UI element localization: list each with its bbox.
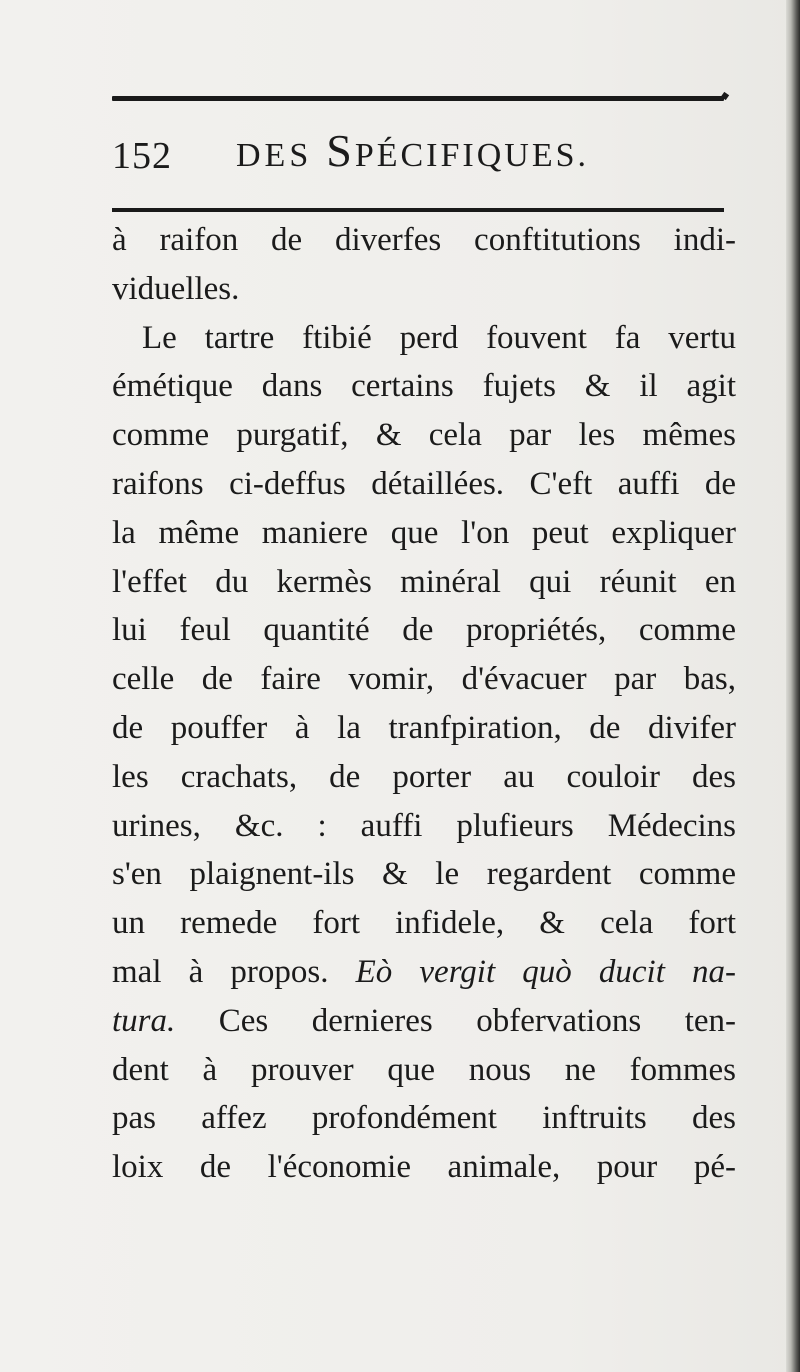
- page-number: 152: [112, 135, 172, 177]
- text-line-12: les crachats, de porter au couloir des: [112, 758, 736, 795]
- text-line-19: pas affez profondément inftruits des: [112, 1100, 736, 1137]
- text-line-8: l'effet du kermès minéral qui réunit en: [112, 563, 736, 600]
- text-line-9: lui feul quantité de propriétés, comme: [112, 612, 736, 649]
- text-line-7: la même maniere que l'on peut expliquer: [112, 514, 736, 551]
- text-line-2: viduelles.: [112, 270, 240, 307]
- text-line-13: urines, &c. : auffi plufieurs Médecins: [112, 807, 736, 844]
- header-rule-top: [112, 96, 724, 101]
- running-head: [236, 124, 589, 177]
- header-rule-bottom: [112, 208, 724, 212]
- text-line-11: de pouffer à la tranfpiration, de divifer: [112, 709, 736, 746]
- text-line-20: loix de l'économie animale, pour pé-: [112, 1149, 736, 1186]
- body-text: [112, 216, 736, 1192]
- text-line-17: [112, 997, 736, 1046]
- running-head-rest: PÉCIFIQUES.: [354, 137, 590, 174]
- running-head-word-des: DES: [236, 137, 313, 174]
- text-line-4: émétique dans certains fujets & il agit: [112, 368, 736, 405]
- latin-quote-continuation: tura.: [112, 1002, 176, 1039]
- text-line-1: à raifon de diverfes conftitutions indi-: [112, 222, 736, 258]
- running-head-initial: S: [326, 125, 355, 176]
- text-line-15: un remede fort infidele, & cela fort: [112, 905, 736, 942]
- text-line-5: comme purgatif, & cela par les mêmes: [112, 417, 736, 454]
- page-binding-edge: [786, 0, 800, 1372]
- page-header: [112, 118, 724, 188]
- text-line-10: celle de faire vomir, d'évacuer par bas,: [112, 661, 736, 698]
- text-line-14: s'en plaignent-ils & le regardent comme: [112, 856, 736, 893]
- text-line-18: dent à prouver que nous ne fommes: [112, 1051, 736, 1088]
- text-line-16: [112, 948, 736, 997]
- text-line-6: raifons ci-deffus détaillées. C'eft auffi de: [112, 465, 736, 502]
- text-line-17-roman: Ces dernieres obfervations ten-: [175, 1002, 736, 1039]
- latin-quote: Eò vergit quò ducit na-: [355, 953, 736, 990]
- text-line-16-roman: mal à propos.: [112, 953, 329, 990]
- text-line-3: Le tartre ftibié perd fouvent fa vertu: [142, 319, 736, 356]
